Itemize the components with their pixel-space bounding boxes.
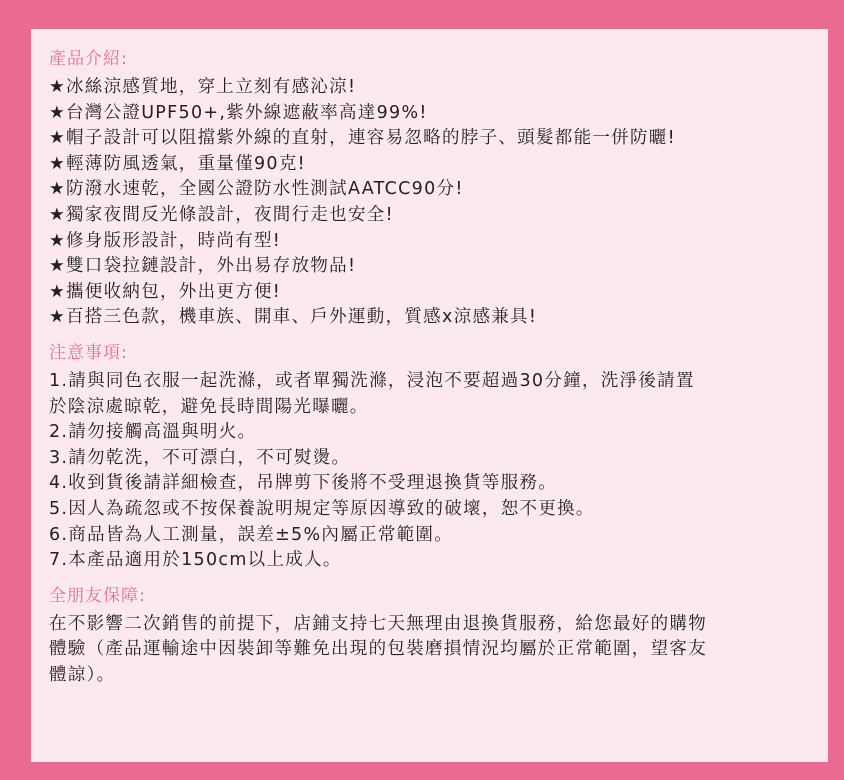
feature-item: ★百搭三色款，機車族、開車、戶外運動，質感x涼感兼具! <box>49 307 538 328</box>
product-heading: 產品介紹: <box>49 49 128 69</box>
note-item: 3.請勿乾洗，不可漂白，不可熨燙。 <box>49 447 351 468</box>
note-item: 7.本產品適用於150cm以上成人。 <box>49 550 342 571</box>
feature-item: ★帽子設計可以阻擋紫外線的直射，連容易忽略的脖子、頭髮都能一併防曬! <box>49 128 676 149</box>
feature-item: ★雙口袋拉鏈設計，外出易存放物品! <box>49 256 357 277</box>
feature-item: ★獨家夜間反光條設計，夜間行走也安全! <box>49 204 394 225</box>
note-item: 5.因人為疏忽或不按保養說明規定等原因導致的破壞，恕不更換。 <box>49 498 595 519</box>
content-panel <box>31 29 828 762</box>
feature-item: ★輕薄防風透氣，重量僅90克! <box>49 153 306 174</box>
note-item: 4.收到貨後請詳細檢查，吊牌剪下後將不受理退換貨等服務。 <box>49 473 558 494</box>
feature-item: ★台灣公證UPF50+,紫外線遮蔽率高達99%! <box>49 102 428 123</box>
care-notes-list <box>49 369 810 574</box>
note-item: 6.商品皆為人工測量，誤差±5%內屬正常範圍。 <box>49 524 454 545</box>
note-item: 2.請勿接觸高溫與明火。 <box>49 422 257 443</box>
guarantee-line: 在不影響二次銷售的前提下，店鋪支持七天無理由退換貨服務，給您最好的購物 <box>49 613 707 634</box>
guarantee-line: 體驗（產品運輸途中因裝卸等難免出現的包裝磨損情況均屬於正常範圍，望客友 <box>49 639 707 660</box>
note-item: 1.請與同色衣服一起洗滌，或者單獨洗滌，浸泡不要超過30分鐘，洗淨後請置 <box>49 370 695 391</box>
feature-item: ★修身版形設計，時尚有型! <box>49 230 282 251</box>
guarantee-heading: 全朋友保障: <box>49 585 146 606</box>
note-item: 於陰涼處晾乾，避免長時間陽光曝曬。 <box>49 396 369 417</box>
guarantee-text <box>49 612 810 689</box>
feature-item: ★攜便收納包，外出更方便! <box>49 281 282 302</box>
notes-heading: 注意事項: <box>49 342 128 363</box>
product-feature-list <box>49 75 810 331</box>
guarantee-line: 體諒）。 <box>49 664 116 685</box>
feature-item: ★防潑水速乾，全國公證防水性測試AATCC90分! <box>49 179 464 200</box>
feature-item: ★冰絲涼感質地，穿上立刻有感沁涼! <box>49 77 357 97</box>
